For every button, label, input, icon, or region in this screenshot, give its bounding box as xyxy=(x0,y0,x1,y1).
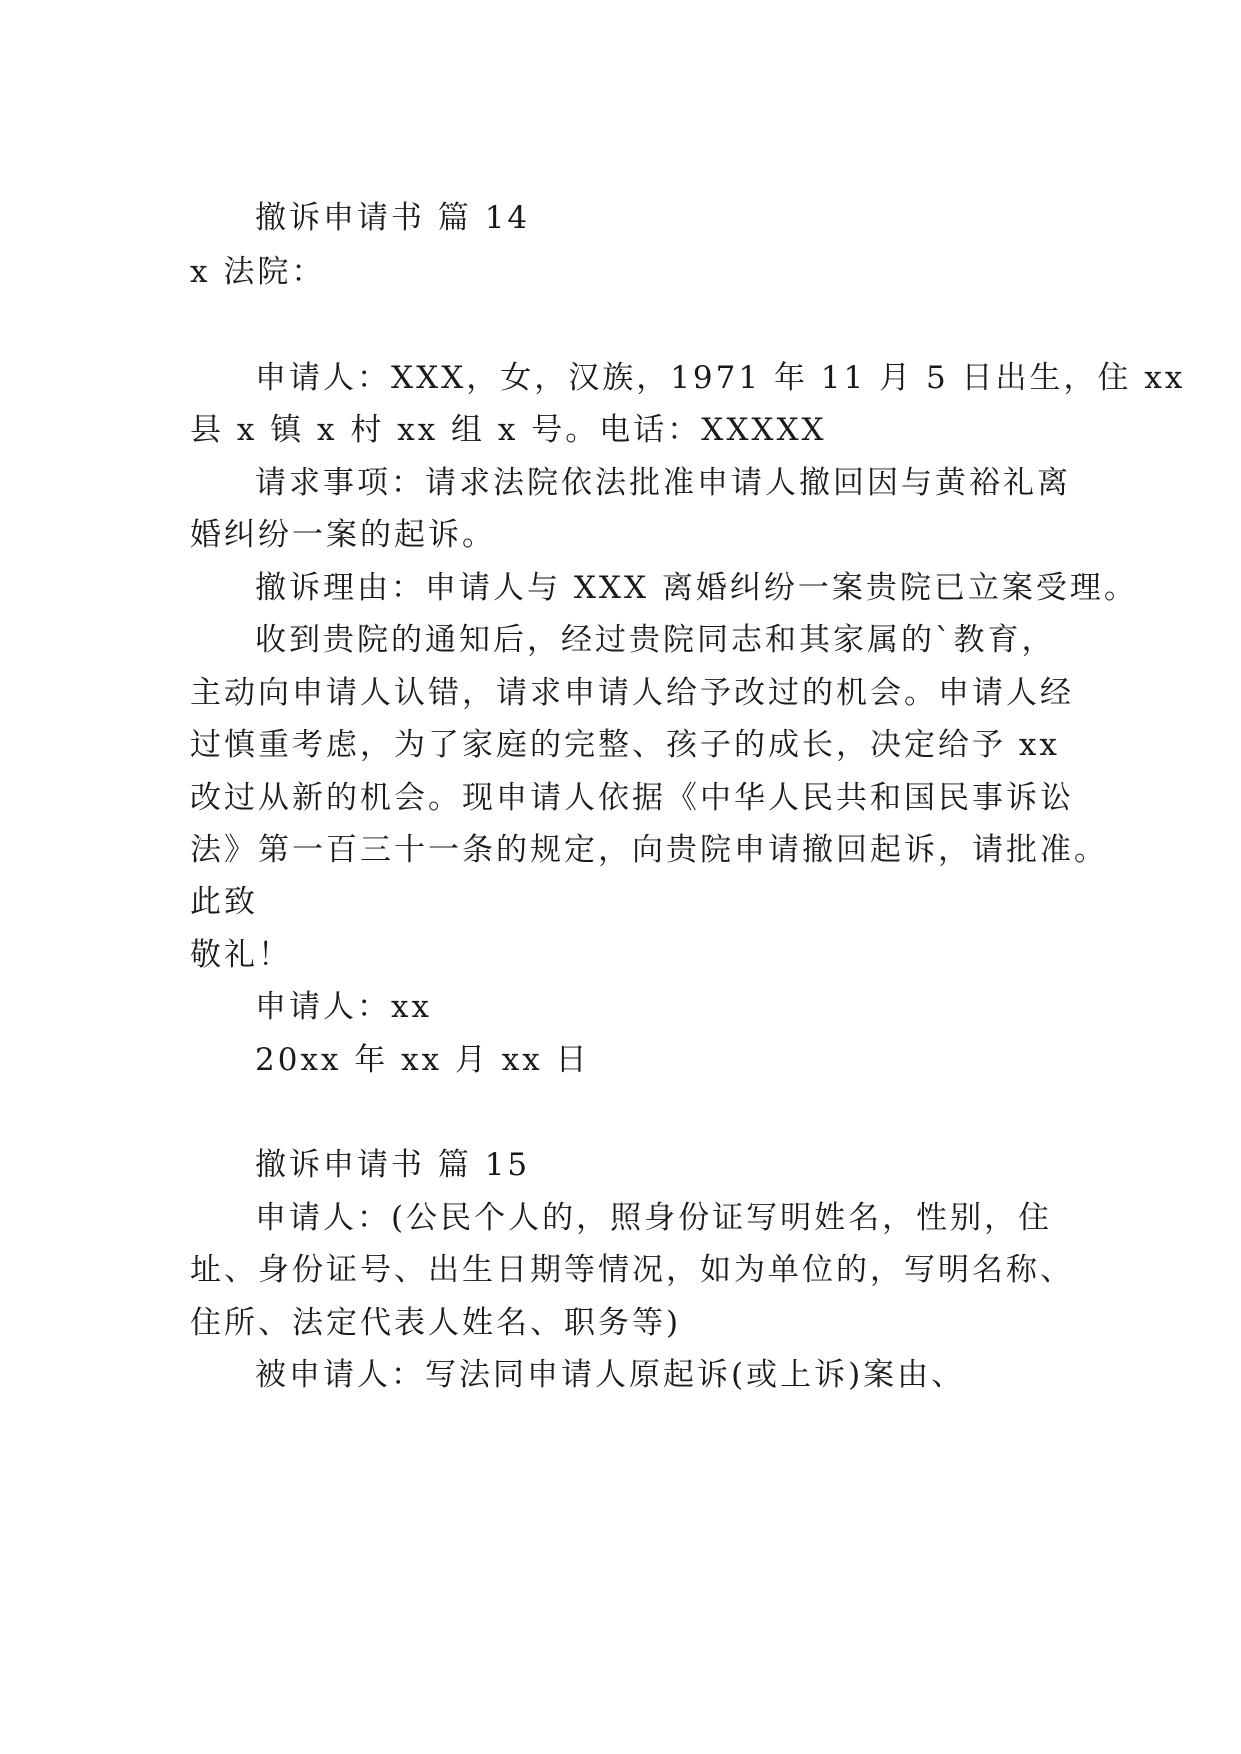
closing-line: 此致 xyxy=(190,884,258,920)
applicant-paragraph-line: 住所、法定代表人姓名、职务等) xyxy=(190,1305,682,1341)
request-paragraph-line: 婚纠纷一案的起诉。 xyxy=(190,517,496,553)
addressee: x 法院： xyxy=(190,254,326,290)
applicant-paragraph-line: 申请人：(公民个人的，照身份证写明姓名，性别，住 xyxy=(255,1200,1053,1236)
respondent-paragraph-line: 被申请人：写法同申请人原起诉(或上诉)案由、 xyxy=(255,1357,966,1393)
request-paragraph-line: 请求事项：请求法院依法批准申请人撤回因与黄裕礼离 xyxy=(255,465,1071,501)
reason-paragraph-line: 撤诉理由：申请人与 XXX 离婚纠纷一案贵院已立案受理。 xyxy=(255,570,1138,606)
signature: 申请人：xx xyxy=(255,989,432,1025)
section-14-title: 撤诉申请书 篇 14 xyxy=(255,200,531,236)
reason-paragraph-line: 收到贵院的通知后，经过贵院同志和其家属的`教育， xyxy=(255,622,1056,658)
date: 20xx 年 xx 月 xx 日 xyxy=(255,1042,590,1078)
applicant-paragraph-line: 址、身份证号、出生日期等情况，如为单位的，写明名称、 xyxy=(190,1252,1074,1288)
section-15-title: 撤诉申请书 篇 15 xyxy=(255,1147,531,1183)
applicant-paragraph-line: 县 x 镇 x 村 xx 组 x 号。电话：XXXXX xyxy=(190,412,827,448)
closing-line: 敬礼！ xyxy=(190,937,292,973)
reason-paragraph-line: 主动向申请人认错，请求申请人给予改过的机会。申请人经 xyxy=(190,675,1074,711)
reason-paragraph-line: 过慎重考虑，为了家庭的完整、孩子的成长，决定给予 xx xyxy=(190,727,1060,763)
reason-paragraph-line: 法》第一百三十一条的规定，向贵院申请撤回起诉，请批准。 xyxy=(190,832,1108,868)
reason-paragraph-line: 改过从新的机会。现申请人依据《中华人民共和国民事诉讼 xyxy=(190,780,1074,816)
applicant-paragraph-line: 申请人：XXX，女，汉族，1971 年 11 月 5 日出生，住 xx xyxy=(255,360,1186,396)
